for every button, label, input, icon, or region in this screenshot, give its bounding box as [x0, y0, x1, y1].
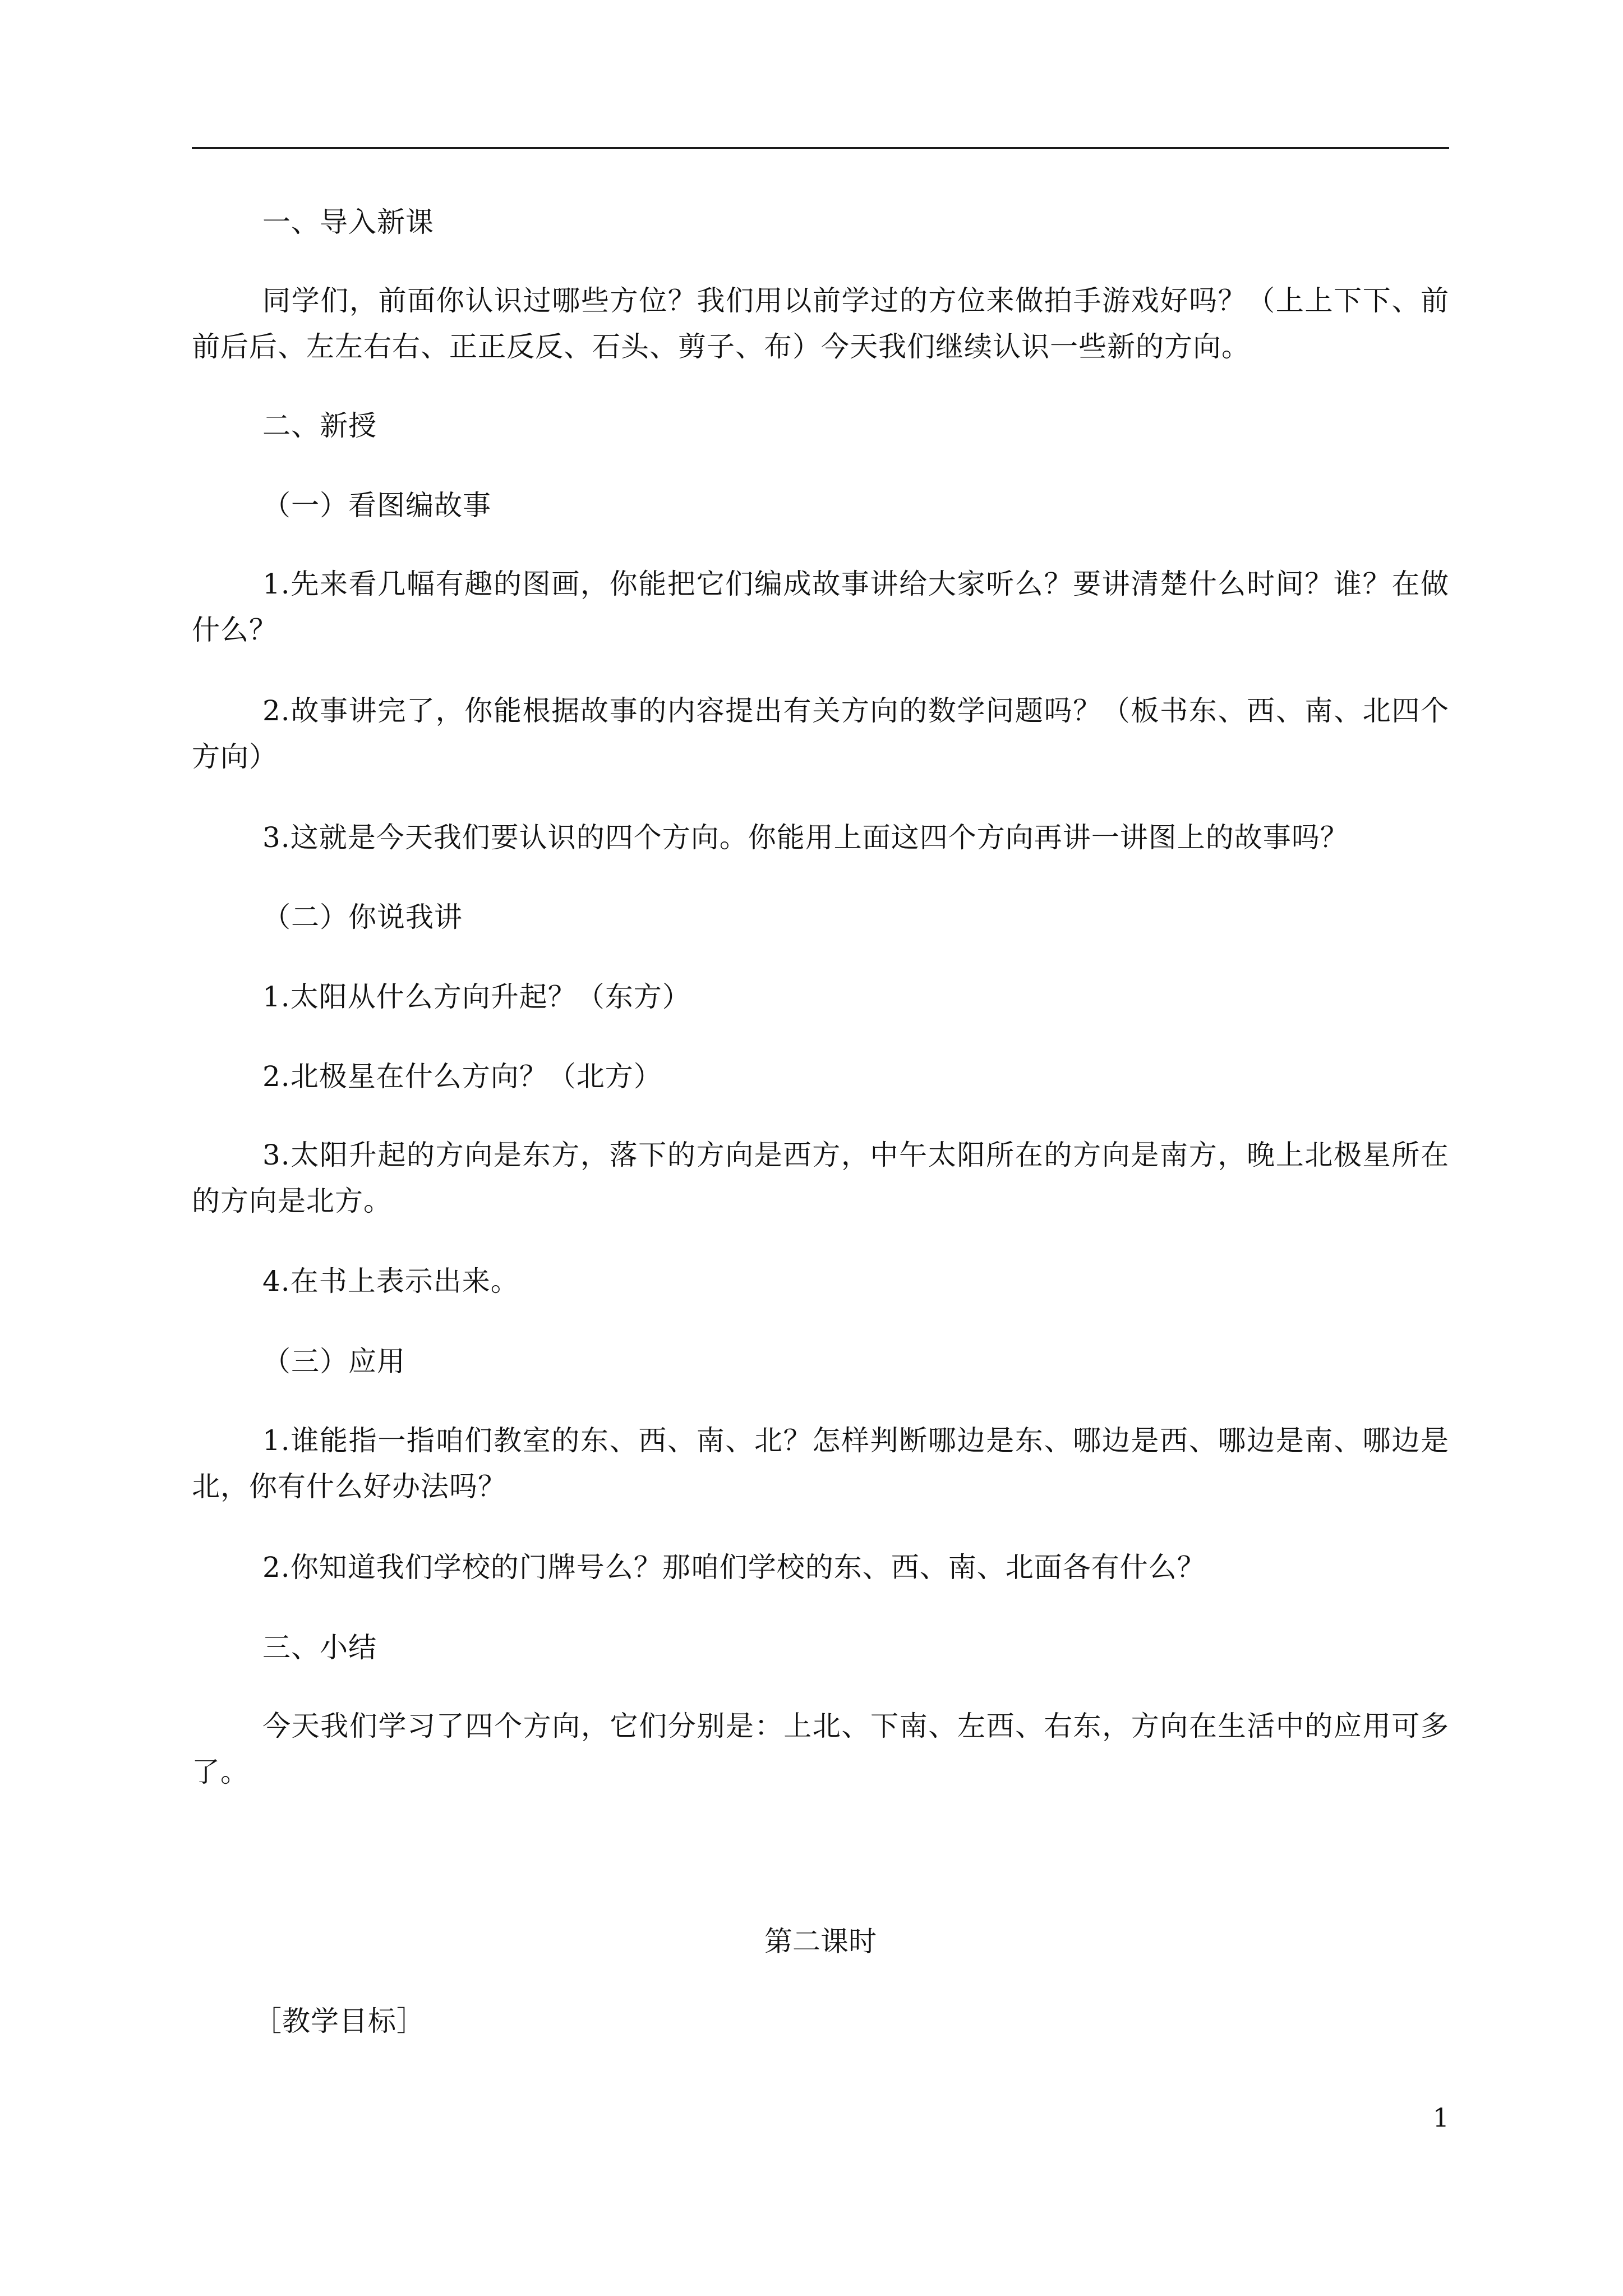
paragraph-intro: 同学们，前面你认识过哪些方位？我们用以前学过的方位来做拍手游戏好吗？（上上下下、前前后后、左左右右、正正反反、石头、剪子、布）今天我们继续认识一些新的方向。	[192, 284, 1449, 363]
heading-intro: 一、导入新课	[262, 206, 434, 238]
paragraph-apply-1: 1.谁能指一指咱们教室的东、西、南、北？怎样判断哪边是东、哪边是西、哪边是南、哪边是北，你有什么好办法吗？	[192, 1424, 1449, 1503]
paragraph-north-star: 2.北极星在什么方向？（北方）	[262, 1060, 662, 1093]
subheading-you-say-i-tell: （二）你说我讲	[262, 901, 463, 933]
heading-summary: 三、小结	[262, 1631, 377, 1664]
header-rule	[192, 147, 1449, 149]
paragraph-sun-rise: 1.太阳从什么方向升起？（东方）	[262, 981, 691, 1013]
subheading-apply: （三）应用	[262, 1345, 405, 1378]
paragraph-story-3: 3.这就是今天我们要认识的四个方向。你能用上面这四个方向再讲一讲图上的故事吗？	[262, 821, 1349, 854]
paragraph-story-2: 2.故事讲完了，你能根据故事的内容提出有关方向的数学问题吗？（板书东、西、南、北四个方向）	[192, 694, 1449, 773]
paragraph-summary: 今天我们学习了四个方向，它们分别是：上北、下南、左西、右东，方向在生活中的应用可多了。	[192, 1710, 1449, 1788]
section-title: 第二课时	[764, 1925, 877, 1958]
paragraph-four-directions: 3.太阳升起的方向是东方，落下的方向是西方，中午太阳所在的方向是南方，晚上北极星所在的方向是北方。	[192, 1139, 1449, 1217]
paragraph-story-1: 1.先来看几幅有趣的图画，你能把它们编成故事讲给大家听么？要讲清楚什么时间？谁？在做什么？	[192, 568, 1449, 646]
heading-new-lesson: 二、新授	[262, 409, 377, 442]
subheading-story: （一）看图编故事	[262, 489, 491, 522]
page-number: 1	[1432, 2102, 1449, 2133]
objectives-heading: ［教学目标］	[253, 2005, 425, 2037]
paragraph-mark-in-book: 4.在书上表示出来。	[262, 1265, 519, 1297]
paragraph-apply-2: 2.你知道我们学校的门牌号么？那咱们学校的东、西、南、北面各有什么？	[262, 1551, 1206, 1584]
